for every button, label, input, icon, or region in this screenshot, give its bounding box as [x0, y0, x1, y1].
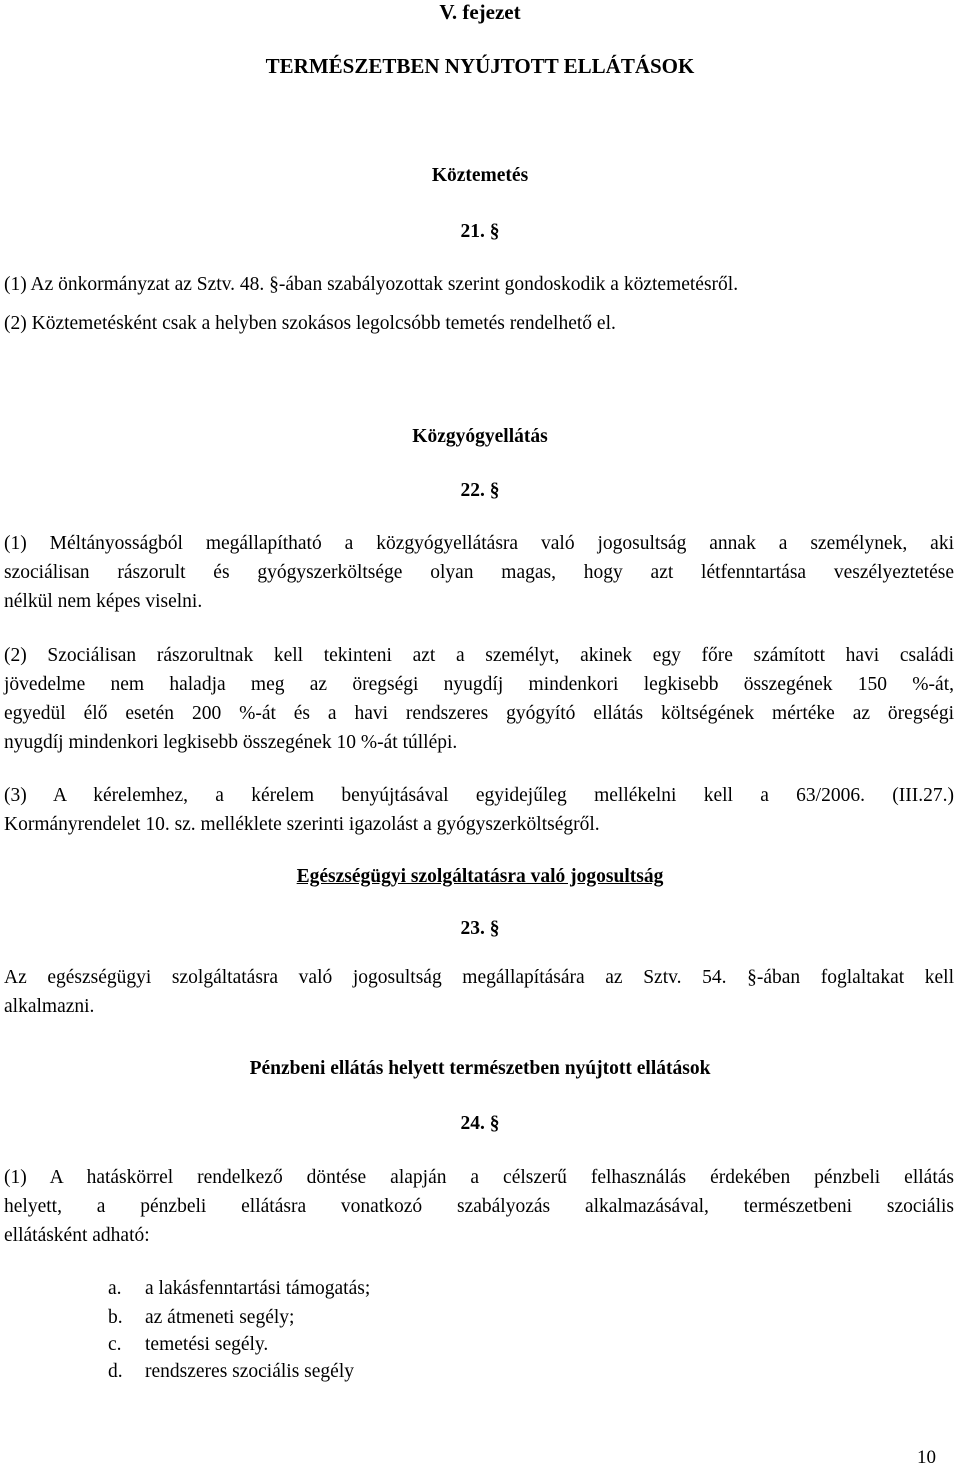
text-line: szociálisan rászorult és gyógyszerköltsége olyan magas, hogy azt létfenntartása veszélyeztetése: [4, 562, 954, 583]
chapter-number: V. fejezet: [439, 0, 521, 24]
text-line: (2) Szociálisan rászorultnak kell tekinteni azt a személyt, akinek egy főre számított havi családi: [4, 645, 954, 666]
list-item-text: az átmeneti segély;: [145, 1307, 295, 1328]
text-line: egyedül élő esetén 200 %-át és a havi rendszeres gyógyító ellátás költségének mértéke az öregségi: [4, 703, 954, 724]
list-item-letter: a.: [108, 1278, 122, 1299]
paragraph-number-23: 23. §: [460, 918, 500, 939]
text-line: ellátásként adható:: [4, 1225, 150, 1246]
paragraph-number-24: 24. §: [460, 1113, 500, 1134]
list-item-text: temetési segély.: [145, 1334, 269, 1355]
text-line: nélkül nem képes viselni.: [4, 591, 203, 612]
text-line: Kormányrendelet 10. sz. melléklete szerinti igazolást a gyógyszerköltségről.: [4, 814, 600, 835]
list-item-text: a lakásfenntartási támogatás;: [145, 1278, 371, 1299]
text-line: jövedelme nem haladja meg az öregségi nyugdíj mindenkori legkisebb összegének 150 %-át,: [4, 674, 954, 695]
section-heading-penzbeni: Pénzbeni ellátás helyett természetben nyújtott ellátások: [249, 1058, 711, 1079]
text-line: (2) Köztemetésként csak a helyben szokásos legolcsóbb temetés rendelhető el.: [4, 313, 616, 334]
text-line: (3) A kérelemhez, a kérelem benyújtásával egyidejűleg mellékelni kell a 63/2006. (III.27.): [4, 785, 954, 806]
list-item-letter: b.: [108, 1307, 123, 1328]
list-item-letter: d.: [108, 1361, 123, 1382]
text-line: (1) Méltányosságból megállapítható a közgyógyellátásra való jogosultság annak a személynek, aki: [4, 533, 954, 554]
section-heading-egeszsegugyi: Egészségügyi szolgáltatásra való jogosultság: [296, 866, 664, 887]
chapter-title: TERMÉSZETBEN NYÚJTOTT ELLÁTÁSOK: [265, 54, 695, 78]
text-line: (1) Az önkormányzat az Sztv. 48. §-ában szabályozottak szerint gondoskodik a köztemetésről.: [4, 274, 739, 295]
section-heading-kozgyogyellatas: Közgyógyellátás: [412, 426, 548, 447]
text-line: helyett, a pénzbeli ellátásra vonatkozó szabályozás alkalmazásával, természetbeni szociális: [4, 1196, 954, 1217]
text-line: (1) A hatáskörrel rendelkező döntése alapján a célszerű felhasználás érdekében pénzbeli ellátás: [4, 1167, 954, 1188]
paragraph-number-21: 21. §: [460, 221, 500, 242]
paragraph-number-22: 22. §: [460, 480, 500, 501]
list-item-letter: c.: [108, 1334, 122, 1355]
text-line: nyugdíj mindenkori legkisebb összegének 10 %-át túllépi.: [4, 732, 458, 753]
section-heading-koztemetes: Köztemetés: [431, 165, 529, 186]
text-line: alkalmazni.: [4, 996, 95, 1017]
text-line: Az egészségügyi szolgáltatásra való jogosultság megállapítására az Sztv. 54. §-ában foglaltakat kell: [4, 967, 954, 988]
list-item-text: rendszeres szociális segély: [145, 1361, 354, 1382]
page-number: 10: [917, 1447, 936, 1468]
